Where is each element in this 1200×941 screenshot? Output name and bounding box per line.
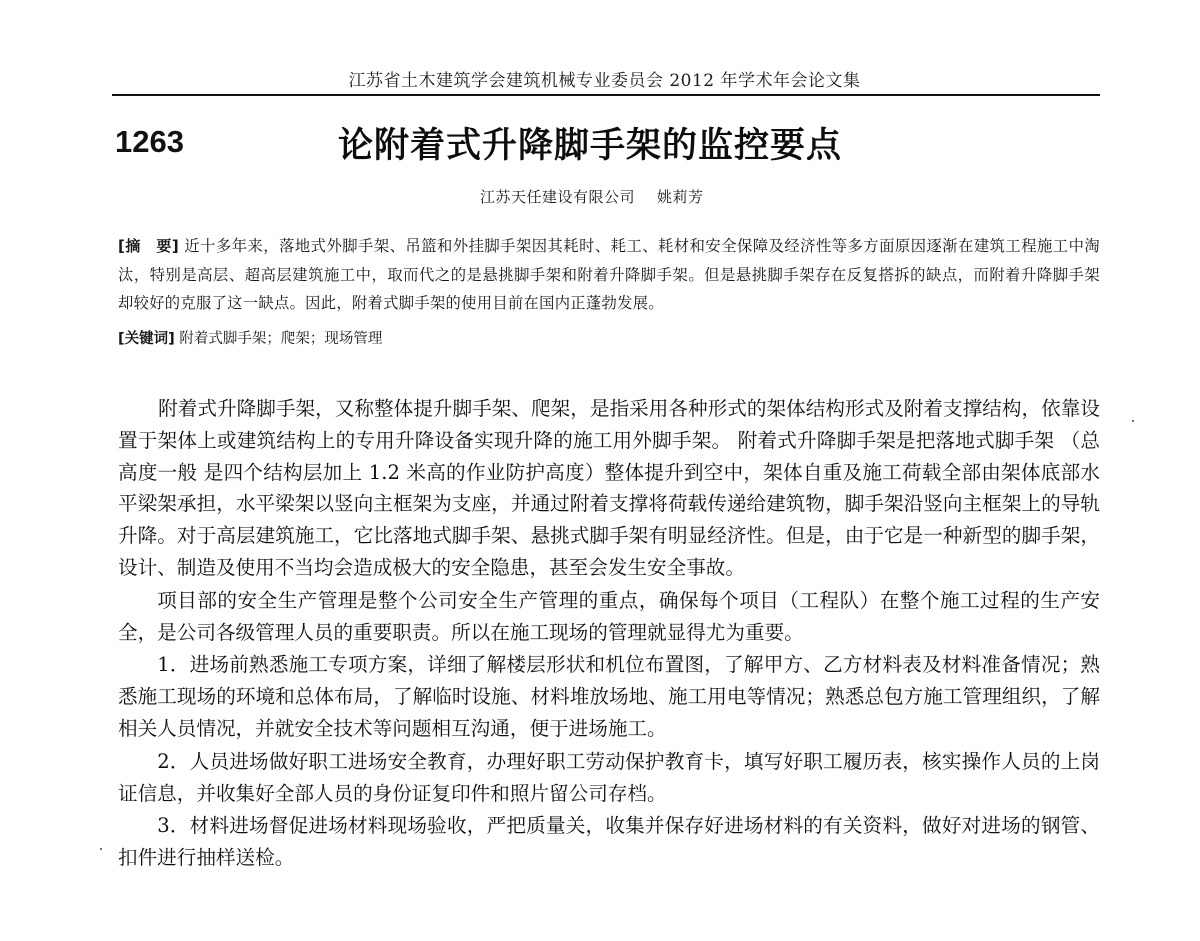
header-rule [112, 94, 1100, 96]
body-paragraph: 附着式升降脚手架，又称整体提升脚手架、爬架，是指采用各种形式的架体结构形式及附着支撑结构，依靠设置于架体上或建筑结构上的专用升降设备实现升降的施工用外脚手架。 附着式升降脚手架是把落地式脚手架 （总高度一般 是四个结构层加上 1.2 米高的作业防护高度）整体提升到空中，架体自重及施工荷载全部由架体底部水平梁架承担，水平梁架以竖向主框架为支座，并通过附着支撑将荷载传递给建筑物，脚手架沿竖向主框架上的导轨升降。对于高层建筑施工，它比落地式脚手架、悬挑式脚手架有明显经济性。但是，由于它是一种新型的脚手架，设计、制造及使用不当均会造成极大的安全隐患，甚至会发生安全事故。 [118, 397, 1100, 579]
paper-title: 论附着式升降脚手架的监控要点 [338, 126, 843, 166]
abstract-text: 近十多年来，落地式外脚手架、吊篮和外挂脚手架因其耗时、耗工、耗材和安全保障及经济性等多方面原因逐渐在建筑工程施工中淘汰，特别是高层、超高层建筑施工中，取而代之的是悬挑脚手架和附着升降脚手架。但是悬挑脚手架存在反复搭拆的缺点，而附着升降脚手架却较好的克服了这一缺点。因此，附着式脚手架的使用目前在国内正蓬勃发展。 [118, 237, 1100, 312]
body-text [118, 393, 1100, 874]
abstract-label: [摘 要] [118, 237, 179, 255]
body-list-item: 1．进场前熟悉施工专项方案，详细了解楼层形状和机位布置图，了解甲方、乙方材料表及材料准备情况；熟悉施工现场的环境和总体布局，了解临时设施、材料堆放场地、施工用电等情况；熟悉总包方施工管理组织，了解相关人员情况，并就安全技术等问题相互沟通，便于进场施工。 [118, 653, 1100, 740]
author-line [480, 186, 704, 207]
scan-speck [100, 848, 102, 850]
affiliation: 江苏天任建设有限公司 [480, 188, 636, 206]
running-header: 江苏省土木建筑学会建筑机械专业委员会 2012 年学术年会论文集 [348, 71, 861, 91]
abstract [118, 232, 1100, 318]
body-list-item: 3．材料进场督促进场材料现场验收，严把质量关，收集并保存好进场材料的有关资料，做好对进场的钢管、扣件进行抽样送检。 [118, 814, 1100, 870]
keywords-text: 附着式脚手架；爬架；现场管理 [179, 331, 383, 347]
keywords [118, 327, 382, 348]
body-paragraph: 项目部的安全生产管理是整个公司安全生产管理的重点，确保每个项目（工程队）在整个施工过程的生产安全，是公司各级管理人员的重要职责。所以在施工现场的管理就显得尤为重要。 [118, 588, 1100, 644]
keywords-label: [关键词] [118, 331, 175, 347]
paper-number: 1263 [115, 124, 184, 159]
body-list-item: 2．人员进场做好职工进场安全教育，办理好职工劳动保护教育卡，填写好职工履历表，核实操作人员的上岗证信息，并收集好全部人员的身份证复印件和照片留公司存档。 [118, 749, 1100, 805]
scan-speck [1132, 420, 1134, 422]
author-name: 姚莉芳 [657, 188, 704, 206]
